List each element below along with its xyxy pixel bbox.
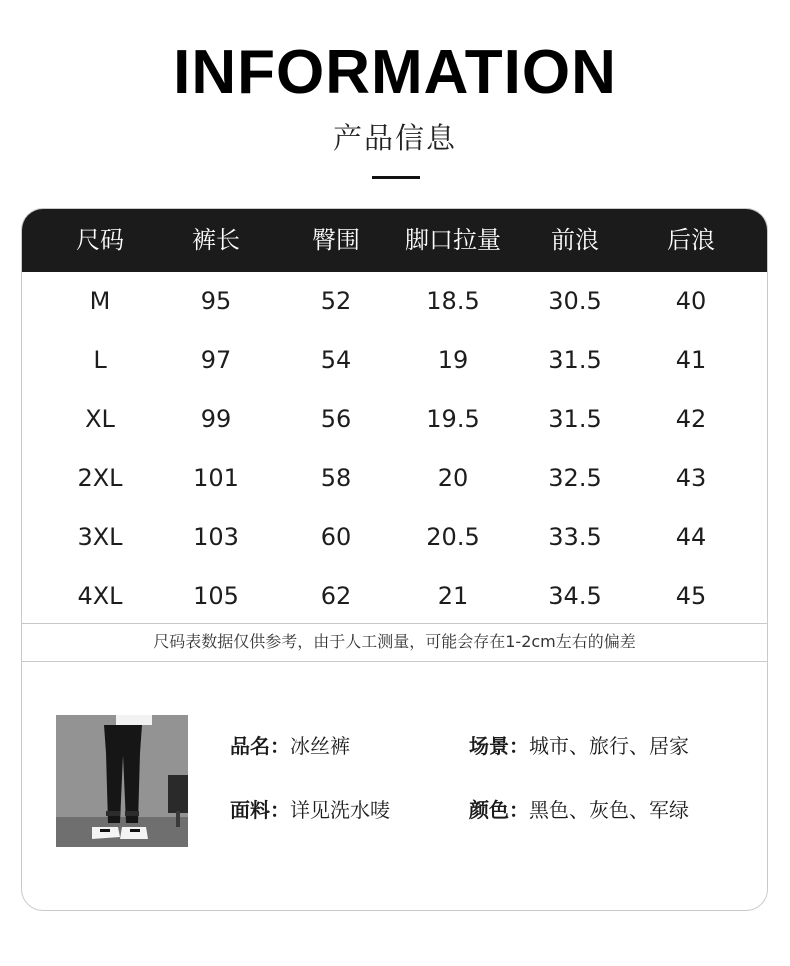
detail-fabric xyxy=(230,796,390,824)
table-cell: 34.5 xyxy=(548,582,602,610)
column-header-size: 尺码 xyxy=(76,226,124,254)
note-divider-bottom xyxy=(22,661,767,662)
table-cell: 105 xyxy=(193,582,239,610)
table-cell: 45 xyxy=(675,582,707,610)
table-cell: 41 xyxy=(675,346,707,374)
table-cell: 18.5 xyxy=(426,287,480,315)
detail-scene xyxy=(469,732,689,760)
table-cell: 95 xyxy=(200,287,232,315)
table-cell: 56 xyxy=(320,405,352,433)
table-row xyxy=(22,390,767,449)
title-divider xyxy=(372,176,420,179)
page-title: INFORMATION xyxy=(173,38,617,107)
size-chart-card xyxy=(21,208,768,911)
detail-fabric-label: 面料： xyxy=(230,798,290,822)
table-row xyxy=(22,449,767,508)
detail-scene-value: 城市、旅行、居家 xyxy=(529,734,689,758)
detail-color-value: 黑色、灰色、军绿 xyxy=(529,798,689,822)
table-cell: 60 xyxy=(320,523,352,551)
detail-color-label: 颜色： xyxy=(469,798,529,822)
table-cell: 42 xyxy=(675,405,707,433)
table-cell: 20 xyxy=(437,464,469,492)
detail-name-value: 冰丝裤 xyxy=(290,734,350,758)
table-cell: 44 xyxy=(675,523,707,551)
table-cell: 21 xyxy=(437,582,469,610)
table-row xyxy=(22,331,767,390)
table-cell: XL xyxy=(85,405,115,433)
table-cell: 99 xyxy=(200,405,232,433)
detail-name-label: 品名： xyxy=(230,734,290,758)
table-cell: 54 xyxy=(320,346,352,374)
column-header-hip: 臀围 xyxy=(312,226,360,254)
table-cell: 32.5 xyxy=(548,464,602,492)
detail-color xyxy=(469,796,689,824)
table-cell: 4XL xyxy=(77,582,123,610)
table-cell: 52 xyxy=(320,287,352,315)
table-cell: 20.5 xyxy=(426,523,480,551)
table-cell: 19.5 xyxy=(426,405,480,433)
table-cell: 19 xyxy=(437,346,469,374)
column-header-cuff: 脚口拉量 xyxy=(405,226,501,254)
table-cell: 62 xyxy=(320,582,352,610)
table-cell: 58 xyxy=(320,464,352,492)
column-header-length: 裤长 xyxy=(192,226,240,254)
table-row xyxy=(22,272,767,331)
measurement-note: 尺码表数据仅供参考，由于人工测量，可能会存在1-2cm左右的偏差 xyxy=(153,632,636,651)
table-cell: 31.5 xyxy=(548,405,602,433)
table-cell: 43 xyxy=(675,464,707,492)
table-cell: 31.5 xyxy=(548,346,602,374)
detail-name xyxy=(230,732,350,760)
table-cell: 101 xyxy=(193,464,239,492)
table-cell: 40 xyxy=(675,287,707,315)
table-cell: 3XL xyxy=(77,523,123,551)
table-row xyxy=(22,567,767,626)
table-cell: L xyxy=(93,346,107,374)
table-cell: 2XL xyxy=(77,464,123,492)
table-cell: 103 xyxy=(193,523,239,551)
column-header-back-rise: 后浪 xyxy=(667,226,715,254)
detail-fabric-value: 详见洗水唛 xyxy=(290,798,390,822)
page-subtitle: 产品信息 xyxy=(332,121,457,155)
table-cell: 97 xyxy=(200,346,232,374)
table-cell: 30.5 xyxy=(548,287,602,315)
product-photo xyxy=(56,715,188,847)
table-cell: 33.5 xyxy=(548,523,602,551)
detail-scene-label: 场景： xyxy=(469,734,529,758)
table-row xyxy=(22,508,767,567)
table-header xyxy=(22,209,767,272)
column-header-front-rise: 前浪 xyxy=(551,226,599,254)
table-cell: M xyxy=(89,287,111,315)
